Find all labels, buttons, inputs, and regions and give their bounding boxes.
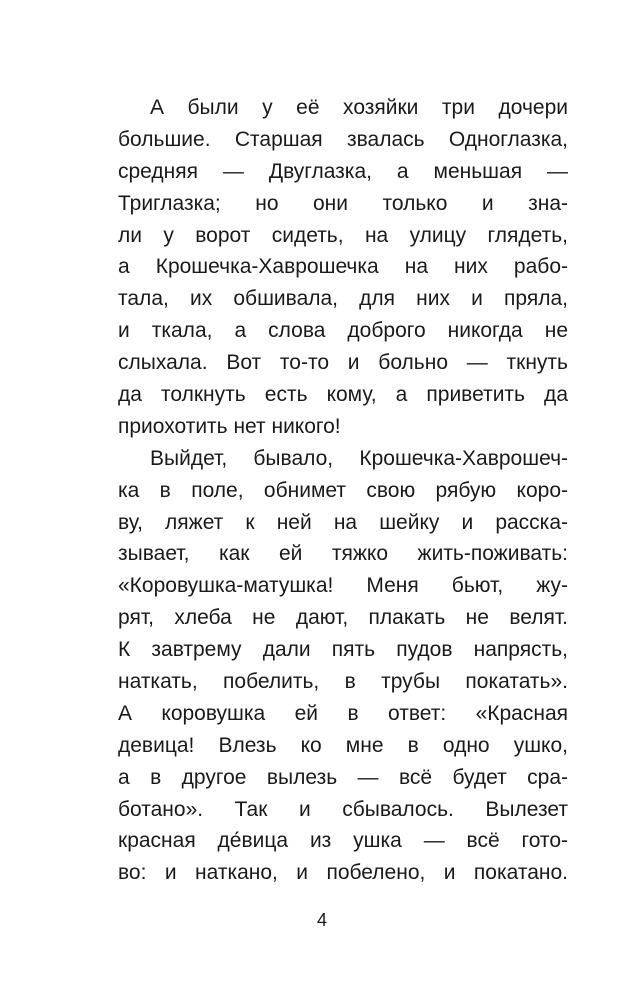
text-line: девица! Влезь ко мне в одно ушко, bbox=[118, 733, 568, 757]
text-line: наткать, побелить, в трубы покатать». bbox=[118, 670, 568, 694]
text-line: средняя — Двуглазка, а меньшая — bbox=[118, 159, 568, 183]
text-line: приохотить нет никого! bbox=[118, 414, 341, 438]
text-line: зывает, как ей тяжко жить-поживать: bbox=[118, 542, 568, 566]
text-line: рят, хлеба не дают, плакать не велят. bbox=[118, 606, 568, 630]
paragraph bbox=[118, 443, 568, 889]
text-line: Триглазка; но они только и зна- bbox=[118, 191, 568, 215]
text-line: «Коровушка-матушка! Меня бьют, жу- bbox=[118, 574, 568, 598]
page-body-text bbox=[118, 92, 568, 889]
text-line: да толкнуть есть кому, а приветить да bbox=[118, 383, 568, 407]
text-line: во: и наткано, и побелено, и покатано. bbox=[118, 861, 568, 885]
text-line: слыхала. Вот то-то и больно — ткнуть bbox=[118, 351, 568, 375]
text-line: а Крошечка-Хаврошечка на них рабо- bbox=[118, 255, 568, 279]
text-line: ка в поле, обнимет свою рябую коро- bbox=[118, 478, 568, 502]
text-line: ботано». Так и сбывалось. Вылезет bbox=[118, 797, 568, 821]
text-line: и ткала, а слова доброго никогда не bbox=[118, 319, 568, 343]
text-line: красная де́вица из ушка — всё гото- bbox=[118, 829, 568, 853]
text-line: ли у ворот сидеть, на улицу глядеть, bbox=[118, 223, 568, 247]
text-line: большие. Старшая звалась Одноглазка, bbox=[118, 127, 568, 151]
page-number: 4 bbox=[316, 910, 327, 930]
text-line: тала, их обшивала, для них и пряла, bbox=[118, 287, 568, 311]
text-line: А были у её хозяйки три дочери bbox=[150, 96, 568, 119]
text-line: а в другое вылезь — всё будет сра- bbox=[118, 765, 568, 789]
text-line: А коровушка ей в ответ: «Красная bbox=[118, 701, 568, 725]
text-line: Выйдет, бывало, Крошечка-Хаврошеч- bbox=[150, 446, 568, 470]
text-line: ву, ляжет к ней на шейку и расска- bbox=[118, 510, 568, 534]
paragraph bbox=[118, 92, 568, 443]
text-line: К завтрему дали пять пудов напрясть, bbox=[118, 638, 568, 662]
